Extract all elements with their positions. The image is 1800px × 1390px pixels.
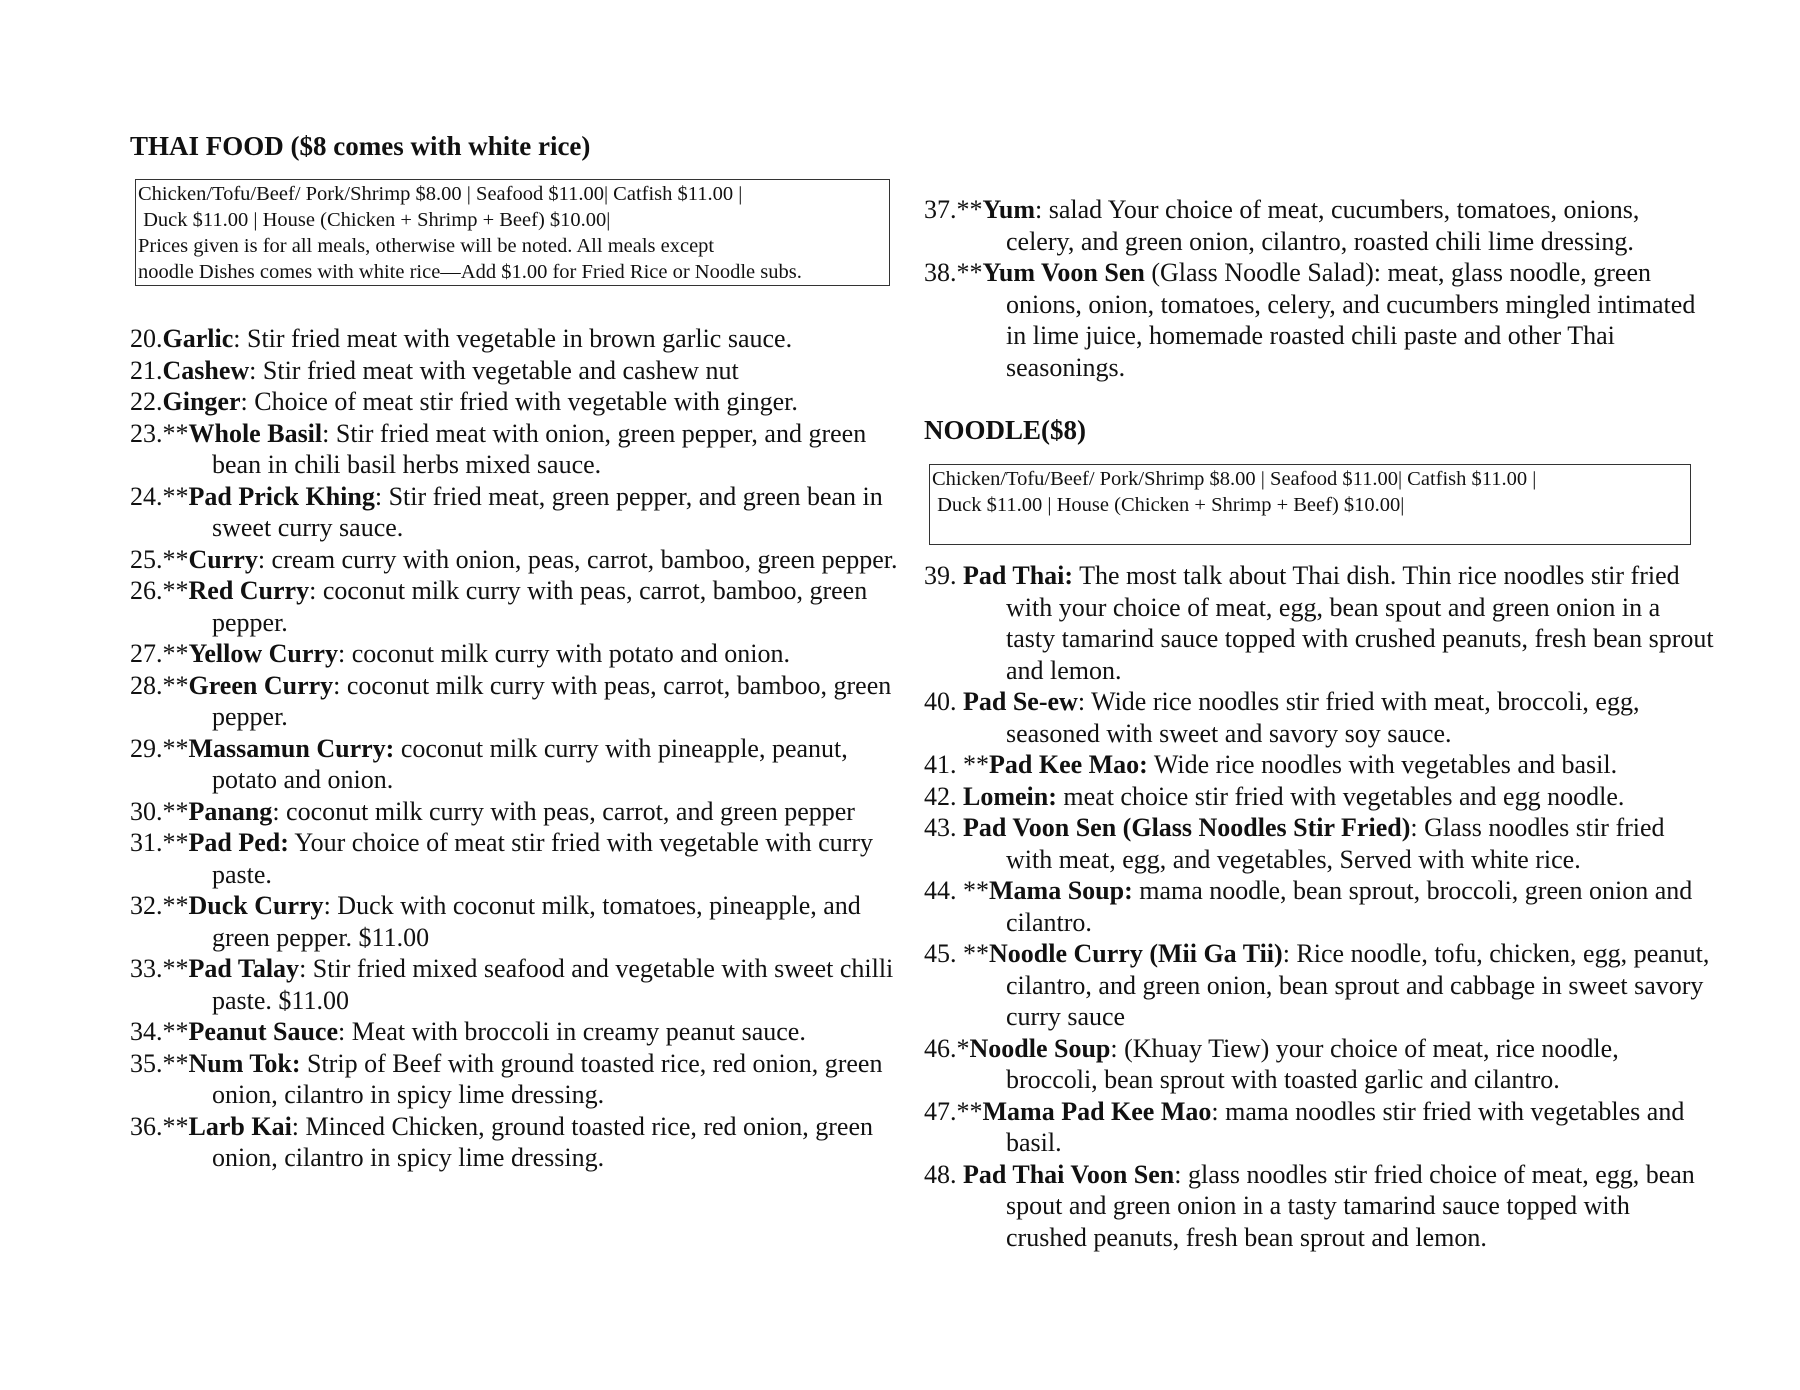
item-name: Pad Thai Voon Sen — [963, 1159, 1175, 1189]
menu-item — [130, 827, 900, 890]
item-name: Larb Kai — [188, 1111, 292, 1141]
thai-food-item-list — [130, 323, 900, 1174]
menu-item — [130, 638, 900, 670]
item-name: Massamun Curry: — [188, 733, 395, 763]
item-description: Your choice of meat stir fried with vegetable with curry paste. — [212, 828, 874, 889]
item-name: Pad Voon Sen (Glass Noodles Stir Fried) — [963, 813, 1411, 842]
item-description: : coconut milk curry with potato and onion. — [337, 639, 791, 668]
item-name: Pad Kee Mao: — [989, 750, 1148, 779]
item-description: : (Khuay Tiew) your choice of meat, rice noodle, broccoli, bean sprout with toasted garlic and cilantro. — [1006, 1033, 1619, 1094]
item-description: : Choice of meat stir fried with vegetable with ginger. — [240, 387, 798, 416]
item-description: : Stir fried mixed seafood and vegetable with sweet chilli paste. $11.00 — [212, 954, 894, 1015]
item-name: Ginger — [162, 387, 241, 416]
item-number: 43. — [924, 813, 963, 842]
item-description: mama noodle, bean sprout, broccoli, green onion and cilantro. — [1006, 876, 1693, 937]
menu-item — [924, 686, 1714, 749]
item-description: : Rice noodle, tofu, chicken, egg, peanut, cilantro, and green onion, bean sprout and cabbage in sweet savory curry sauce — [1006, 939, 1710, 1031]
item-number: 37.** — [924, 195, 983, 224]
menu-item — [924, 1033, 1714, 1096]
item-number: 35.** — [130, 1048, 189, 1078]
item-number: 39. — [924, 561, 963, 590]
item-description: : coconut milk curry with peas, carrot, and green pepper — [272, 796, 855, 826]
item-description: : Wide rice noodles stir fried with meat, broccoli, egg, seasoned with sweet and savory soy sauce. — [1006, 687, 1640, 748]
menu-item — [130, 1111, 900, 1174]
item-name: Whole Basil — [188, 418, 323, 448]
item-name: Garlic — [162, 324, 234, 353]
price-line: Duck $11.00 | House (Chicken + Shrimp + Beef) $10.00| — [138, 209, 611, 231]
item-name: Mama Pad Kee Mao — [982, 1096, 1212, 1126]
noodle-item-list — [924, 560, 1714, 1253]
item-name: Noodle Soup — [969, 1033, 1111, 1063]
item-name: Green Curry — [188, 670, 334, 700]
thai-food-price-box — [135, 179, 890, 286]
item-number: 46.* — [924, 1033, 970, 1063]
menu-item — [130, 1048, 900, 1111]
menu-item — [924, 749, 1714, 781]
item-name: Panang — [188, 796, 273, 826]
menu-item — [924, 257, 1714, 383]
item-description: : mama noodles stir fried with vegetables and basil. — [1006, 1096, 1685, 1157]
item-number: 34.** — [130, 1017, 189, 1046]
item-name: Mama Soup: — [989, 876, 1133, 905]
menu-item — [130, 355, 900, 387]
item-description: : coconut milk curry with peas, carrot, bamboo, green pepper. — [212, 670, 892, 731]
item-description: : Meat with broccoli in creamy peanut sauce. — [338, 1017, 806, 1046]
item-number: 31.** — [130, 828, 189, 857]
item-number: 28.** — [130, 670, 189, 700]
price-line: Duck $11.00 | House (Chicken + Shrimp + Beef) $10.00| — [932, 494, 1405, 516]
menu-item — [130, 386, 900, 418]
item-description: Strip of Beef with ground toasted rice, red onion, green onion, cilantro in spicy lime dressing. — [212, 1048, 883, 1109]
item-name: Duck Curry — [188, 891, 324, 920]
item-description: : Minced Chicken, ground toasted rice, red onion, green onion, cilantro in spicy lime dressing. — [212, 1111, 874, 1172]
item-name: Red Curry — [188, 576, 310, 605]
item-name: Pad Thai: — [963, 561, 1074, 590]
item-description: The most talk about Thai dish. Thin rice noodles stir fried with your choice of meat, egg, bean spout and green onion in a tasty tamarind sauce topped with crushed peanuts, fresh bean sprout and lemon. — [1006, 561, 1714, 685]
menu-item — [924, 1096, 1714, 1159]
item-number: 26.** — [130, 576, 189, 605]
item-description: Wide rice noodles with vegetables and basil. — [1147, 750, 1618, 779]
price-line: Chicken/Tofu/Beef/ Pork/Shrimp $8.00 | Seafood $11.00| Catfish $11.00 | — [932, 468, 1537, 490]
menu-item — [924, 938, 1714, 1033]
item-description: : Stir fried meat with vegetable in brown garlic sauce. — [233, 324, 793, 353]
thai-food-heading: THAI FOOD ($8 comes with white rice) — [130, 131, 591, 161]
item-number: 29.** — [130, 733, 189, 763]
menu-item — [924, 781, 1714, 813]
menu-item — [130, 544, 900, 576]
item-name: Peanut Sauce — [188, 1017, 338, 1046]
menu-item — [130, 670, 900, 733]
item-name: Pad Talay — [188, 954, 300, 983]
item-name: Pad Ped: — [188, 828, 289, 857]
item-number: 42. — [924, 781, 963, 811]
menu-item — [130, 953, 900, 1016]
item-description: coconut milk curry with pineapple, peanut, potato and onion. — [212, 733, 848, 794]
item-number: 38.** — [924, 258, 983, 287]
item-name: Yellow Curry — [188, 639, 338, 668]
item-number: 27.** — [130, 639, 189, 668]
item-description: : Duck with coconut milk, tomatoes, pineapple, and green pepper. $11.00 — [212, 891, 861, 952]
item-number: 23.** — [130, 418, 189, 448]
menu-item — [130, 733, 900, 796]
item-name: Yum Voon Sen — [982, 258, 1145, 287]
item-number: 32.** — [130, 891, 189, 920]
item-description: : cream curry with onion, peas, carrot, bamboo, green pepper. — [257, 544, 898, 574]
item-description: : Stir fried meat with onion, green pepper, and green bean in chili basil herbs mixed sauce. — [212, 418, 867, 479]
item-number: 41. ** — [924, 750, 989, 779]
menu-item — [130, 481, 900, 544]
noodle-heading: NOODLE($8) — [924, 415, 1086, 445]
item-description: : Stir fried meat, green pepper, and green bean in sweet curry sauce. — [212, 481, 883, 542]
item-number: 48. — [924, 1159, 963, 1189]
salad-item-list — [924, 194, 1714, 383]
noodle-price-box — [929, 464, 1691, 545]
item-name: Pad Prick Khing — [188, 481, 375, 511]
item-number: 33.** — [130, 954, 189, 983]
item-name: Cashew — [162, 355, 250, 385]
item-description: (Glass Noodle Salad): meat, glass noodle, green onions, onion, tomatoes, celery, and cucumbers mingled intimated in lime juice, homemade roasted chili paste and other Thai seasonings. — [1006, 258, 1696, 382]
menu-item — [924, 560, 1714, 686]
item-number: 44. ** — [924, 876, 989, 905]
menu-item — [924, 194, 1714, 257]
menu-item — [924, 875, 1714, 938]
menu-item — [130, 418, 900, 481]
item-number: 45. ** — [924, 939, 989, 968]
item-number: 24.** — [130, 481, 189, 511]
item-name: Num Tok: — [188, 1048, 301, 1078]
menu-item — [130, 575, 900, 638]
menu-item — [130, 1016, 900, 1048]
item-name: Lomein: — [963, 781, 1057, 811]
item-name: Pad Se-ew — [963, 687, 1078, 716]
item-number: 21. — [130, 355, 163, 385]
item-description: : glass noodles stir fried choice of meat, egg, bean spout and green onion in a tasty tamarind sauce topped with crushed peanuts, fresh bean sprout and lemon. — [1006, 1159, 1695, 1252]
item-number: 47.** — [924, 1096, 983, 1126]
item-number: 22. — [130, 387, 163, 416]
item-description: : coconut milk curry with peas, carrot, bamboo, green pepper. — [212, 576, 868, 637]
item-name: Noodle Curry (Mii Ga Tii) — [989, 939, 1283, 968]
item-number: 40. — [924, 687, 963, 716]
price-line: noodle Dishes comes with white rice—Add $1.00 for Fried Rice or Noodle subs. — [138, 261, 802, 283]
item-description: : Stir fried meat with vegetable and cashew nut — [249, 355, 739, 385]
item-description: : Glass noodles stir fried with meat, egg, and vegetables, Served with white rice. — [1006, 813, 1665, 874]
item-number: 30.** — [130, 796, 189, 826]
item-name: Yum — [982, 195, 1036, 224]
item-description: : salad Your choice of meat, cucumbers, tomatoes, onions, celery, and green onion, cilantro, roasted chili lime dressing. — [1006, 195, 1640, 256]
menu-item — [924, 1159, 1714, 1254]
menu-item — [130, 796, 900, 828]
menu-item — [130, 323, 900, 355]
item-number: 20. — [130, 324, 163, 353]
price-line: Prices given is for all meals, otherwise will be noted. All meals except — [138, 235, 715, 257]
item-description: meat choice stir fried with vegetables and egg noodle. — [1056, 781, 1625, 811]
price-line: Chicken/Tofu/Beef/ Pork/Shrimp $8.00 | Seafood $11.00| Catfish $11.00 | — [138, 183, 743, 205]
item-number: 36.** — [130, 1111, 189, 1141]
item-number: 25.** — [130, 544, 189, 574]
item-name: Curry — [188, 544, 258, 574]
menu-item — [924, 812, 1714, 875]
menu-item — [130, 890, 900, 953]
